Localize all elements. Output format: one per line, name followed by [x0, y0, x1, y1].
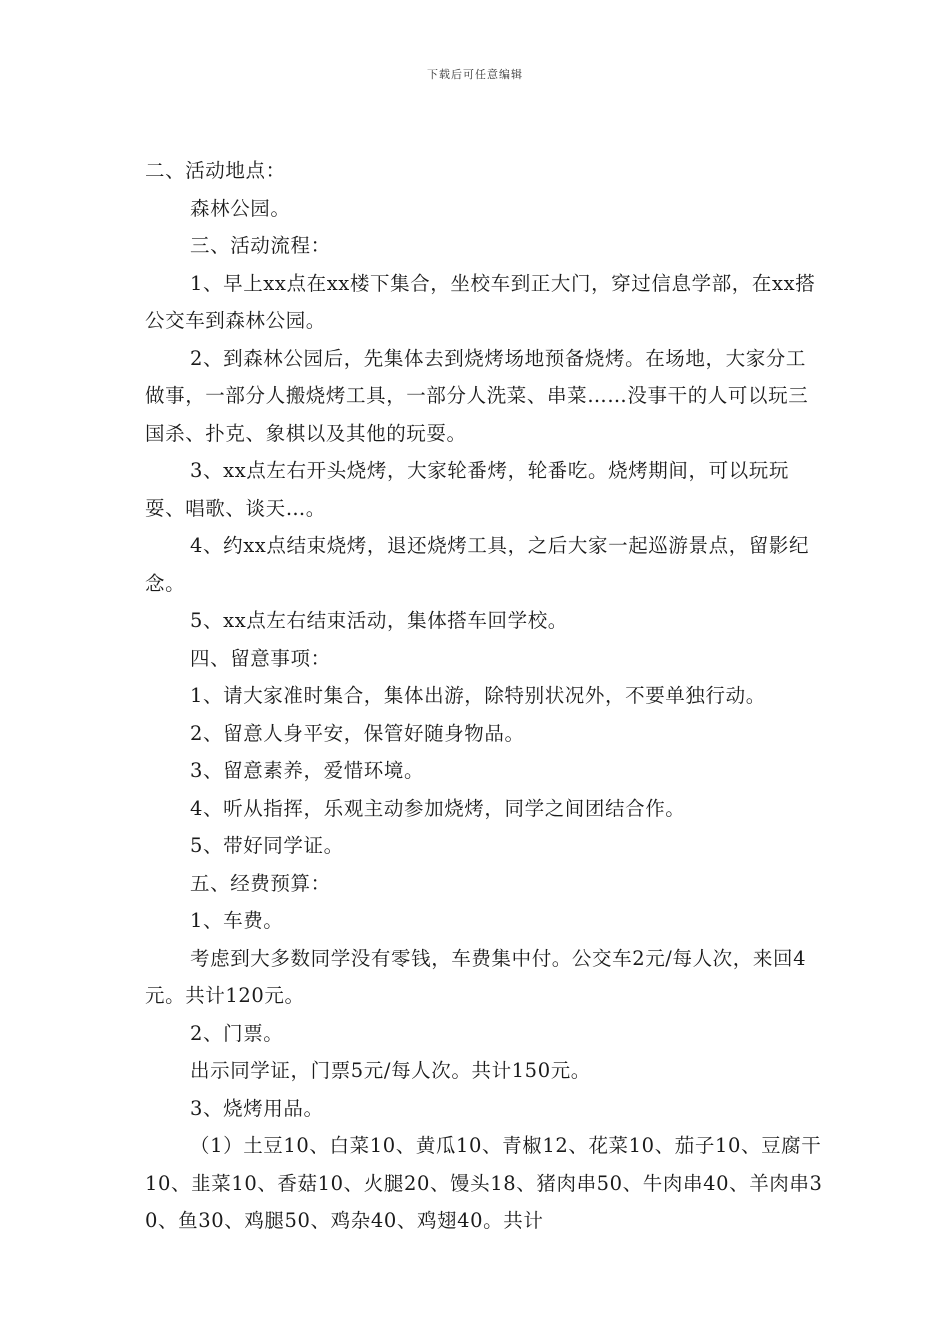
flow-item-5: 5、xx点左右结束活动，集体搭车回学校。: [190, 609, 568, 632]
flow-item-2: 2、到森林公园后，先集体去到烧烤场地预备烧烤。在场地，大家分工做事，一部分人搬烧烤工具，一部分人洗菜、串菜……没事干的人可以玩三国杀、扑克、象棋以及其他的玩耍。: [145, 346, 809, 445]
note-item-3: 3、留意素养，爱惜环境。: [190, 759, 425, 782]
budget-item-2-title: 2、门票。: [190, 1021, 284, 1045]
document-body: [145, 152, 825, 1240]
budget-item-3-title: 3、烧烤用品。: [190, 1096, 324, 1120]
page-header: 下载后可任意编辑: [427, 68, 523, 81]
section-5-heading: 五、经费预算：: [190, 871, 331, 895]
section-4-heading: 四、留意事项：: [190, 646, 331, 670]
note-item-1: 1、请大家准时集合，集体出游，除特别状况外，不要单独行动。: [190, 684, 766, 707]
flow-item-1: 1、早上xx点在xx楼下集合，坐校车到正大门，穿过信息学部，在xx搭公交车到森林公园。: [145, 271, 816, 332]
note-item-2: 2、留意人身平安，保管好随身物品。: [190, 721, 525, 745]
section-2-heading: 二、活动地点：: [145, 159, 286, 182]
section-3-heading: 三、活动流程：: [190, 234, 331, 257]
budget-item-2-body: 出示同学证，门票5元/每人次。共计150元。: [190, 1059, 591, 1082]
section-2-body: 森林公园。: [190, 196, 291, 220]
note-item-4: 4、听从指挥，乐观主动参加烧烤，同学之间团结合作。: [190, 796, 686, 820]
budget-item-1-title: 1、车费。: [190, 909, 284, 932]
budget-item-3-body: （1）土豆10、白菜10、黄瓜10、青椒12、花菜10、茄子10、豆腐干10、韭菜10、香菇10、火腿20、馒头18、猪肉串50、牛肉串40、羊肉串30、鱼30、鸡腿50、鸡杂40、鸡翅40。共计: [145, 1134, 823, 1232]
note-item-5: 5、带好同学证。: [190, 834, 344, 857]
budget-item-1-body: 考虑到大多数同学没有零钱，车费集中付。公交车2元/每人次，来回4元。共计120元。: [145, 946, 807, 1007]
flow-item-4: 4、约xx点结束烧烤，退还烧烤工具，之后大家一起巡游景点，留影纪念。: [145, 534, 810, 595]
flow-item-3: 3、xx点左右开头烧烤，大家轮番烤，轮番吃。烧烤期间，可以玩玩耍、唱歌、谈天…。: [145, 459, 790, 520]
